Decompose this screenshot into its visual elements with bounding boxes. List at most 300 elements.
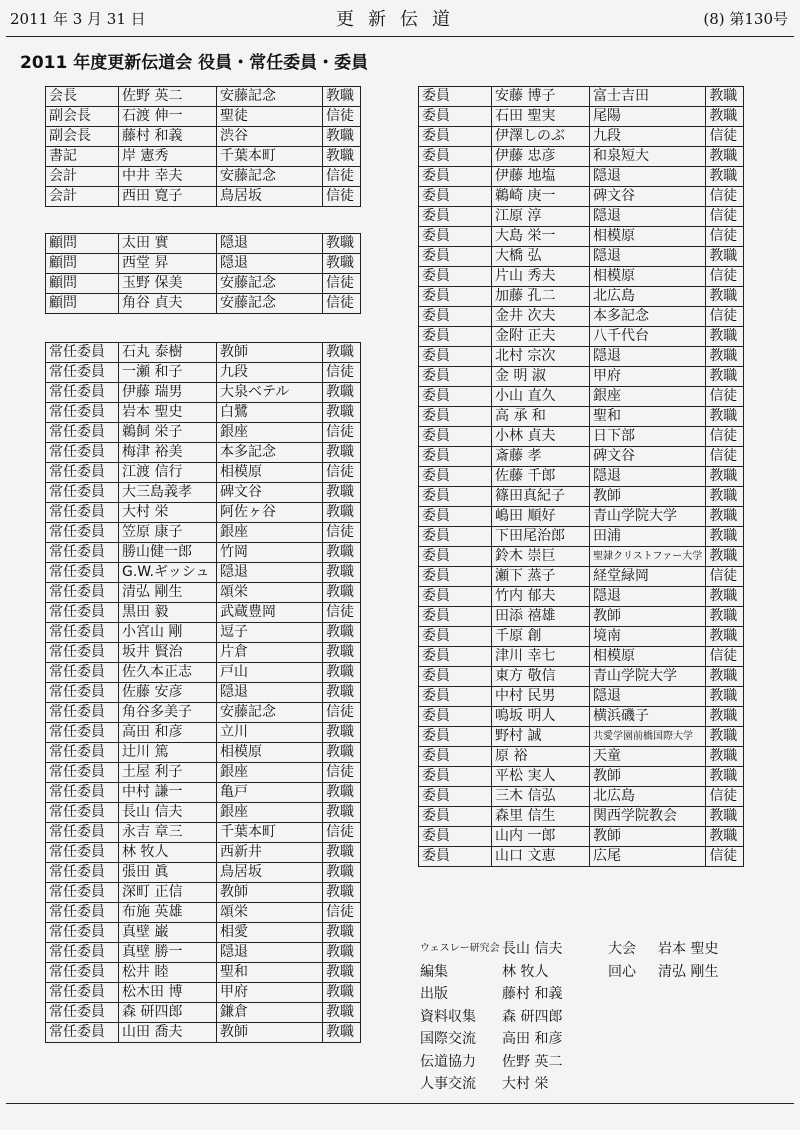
cell-affiliation: 銀座 [590,387,706,407]
cell-type: 教職 [323,843,361,863]
cell-role: 常任委員 [46,643,119,663]
cell-name: 張田 眞 [119,863,217,883]
cell-name: 安藤 博子 [492,87,590,107]
cell-affiliation: 千葉本町 [217,823,323,843]
cell-affiliation: 安藤記念 [217,703,323,723]
cell-role: 常任委員 [46,563,119,583]
cell-name: 北村 宗次 [492,347,590,367]
cell-affiliation: 隠退 [590,347,706,367]
cell-role: 委員 [419,567,492,587]
cell-name: 平松 実人 [492,767,590,787]
cell-affiliation: 教師 [217,1023,323,1043]
cell-name: 下田尾治郎 [492,527,590,547]
cell-type: 教職 [323,783,361,803]
table-row [419,767,744,787]
cell-role: 常任委員 [46,903,119,923]
table-row [419,787,744,807]
cell-type: 教職 [706,587,744,607]
cell-name: 松木田 博 [119,983,217,1003]
cell-name: 大村 栄 [119,503,217,523]
cell-type: 信徒 [706,787,744,807]
cell-name: 佐野 英二 [119,87,217,107]
cell-type: 教職 [706,487,744,507]
cell-role: 常任委員 [46,943,119,963]
table-row [419,287,744,307]
cell-role: 委員 [419,707,492,727]
cell-role: 常任委員 [46,1023,119,1043]
cell-type: 教職 [323,983,361,1003]
cell-name: 大橋 弘 [492,247,590,267]
cell-type: 信徒 [323,363,361,383]
cell-affiliation: 教師 [590,767,706,787]
table-row [419,327,744,347]
cell-affiliation: 教師 [217,343,323,363]
officers-table [45,86,361,207]
cell-name: 笠原 康子 [119,523,217,543]
cell-type: 信徒 [323,167,361,187]
advisors-table [45,233,361,314]
table-row [46,187,361,207]
cell-affiliation: 鎌倉 [217,1003,323,1023]
table-row [419,187,744,207]
cell-type: 信徒 [706,847,744,867]
cell-name: 中井 幸夫 [119,167,217,187]
cell-role: 常任委員 [46,403,119,423]
cell-role: 常任委員 [46,863,119,883]
table-row [46,403,361,423]
cell-name: 片山 秀夫 [492,267,590,287]
cell-affiliation: 九段 [590,127,706,147]
table-row [46,963,361,983]
cell-name: 鵜崎 庚一 [492,187,590,207]
cell-type: 教職 [706,747,744,767]
cell-role: 委員 [419,547,492,567]
cell-role: 常任委員 [46,883,119,903]
cell-name: 鈴木 崇巨 [492,547,590,567]
table-row [46,274,361,294]
cell-type: 信徒 [323,523,361,543]
cell-affiliation: 教師 [590,607,706,627]
table-row [46,167,361,187]
cell-affiliation: 渋谷 [217,127,323,147]
cell-type: 教職 [323,563,361,583]
cell-type: 信徒 [323,903,361,923]
cell-affiliation: 隠退 [590,167,706,187]
cell-affiliation: 隠退 [590,247,706,267]
table-row [419,427,744,447]
cell-type: 教職 [323,583,361,603]
table-row [46,883,361,903]
cell-type: 教職 [323,723,361,743]
table-row [419,807,744,827]
table-row [419,607,744,627]
cell-name: 太田 實 [119,234,217,254]
cell-type: 教職 [323,923,361,943]
cell-affiliation: 銀座 [217,523,323,543]
table-row [46,383,361,403]
table-row [419,747,744,767]
cell-role: 委員 [419,367,492,387]
cell-name: 長山 信夫 [119,803,217,823]
table-row [46,423,361,443]
cell-name: 西田 寛子 [119,187,217,207]
cell-role: 委員 [419,467,492,487]
cell-name: 三木 信弘 [492,787,590,807]
cell-role: 副会長 [46,107,119,127]
cell-type: 教職 [706,667,744,687]
cell-type: 教職 [323,483,361,503]
cell-affiliation: 横浜磯子 [590,707,706,727]
table-row [419,547,744,567]
cell-type: 教職 [323,87,361,107]
table-row [46,583,361,603]
cell-name: 石田 聖実 [492,107,590,127]
table-row [419,207,744,227]
cell-affiliation: 北広島 [590,287,706,307]
table-row [419,567,744,587]
cell-role: 常任委員 [46,603,119,623]
cell-type: 教職 [706,327,744,347]
cell-affiliation: 安藤記念 [217,87,323,107]
table-row [46,943,361,963]
cell-name: 一瀬 和子 [119,363,217,383]
cell-role: 常任委員 [46,423,119,443]
cell-type: 信徒 [706,567,744,587]
cell-name: 石渡 伸一 [119,107,217,127]
cell-name: 黒田 毅 [119,603,217,623]
cell-affiliation: 立川 [217,723,323,743]
cell-affiliation: 尾陽 [590,107,706,127]
cell-role: 委員 [419,647,492,667]
cell-role: 常任委員 [46,363,119,383]
issue-date: 2011 年 3 月 31 日 [10,10,146,28]
cell-name: 永吉 章三 [119,823,217,843]
cell-role: 書記 [46,147,119,167]
cell-name: 土屋 利子 [119,763,217,783]
assignment-name: 森 研四郎 [502,1008,563,1025]
cell-role: 常任委員 [46,703,119,723]
table-row [46,823,361,843]
cell-type: 信徒 [323,463,361,483]
cell-type: 教職 [706,467,744,487]
table-row [46,1003,361,1023]
cell-type: 信徒 [323,274,361,294]
cell-role: 委員 [419,87,492,107]
cell-role: 委員 [419,507,492,527]
cell-role: 常任委員 [46,483,119,503]
cell-affiliation: 隠退 [590,687,706,707]
cell-affiliation: 聖隷クリストファー大学 [590,547,706,567]
cell-role: 常任委員 [46,783,119,803]
cell-role: 委員 [419,807,492,827]
assignment-name: 大村 栄 [502,1076,549,1092]
cell-type: 教職 [323,127,361,147]
cell-type: 教職 [706,687,744,707]
cell-type: 教職 [706,807,744,827]
cell-affiliation: 安藤記念 [217,274,323,294]
assignment-name: 佐野 英二 [502,1053,563,1070]
cell-type: 教職 [323,683,361,703]
cell-role: 常任委員 [46,923,119,943]
table-row [46,107,361,127]
table-row [419,827,744,847]
table-row [419,727,744,747]
table-row [46,1023,361,1043]
cell-role: 委員 [419,327,492,347]
cell-type: 教職 [706,247,744,267]
cell-type: 信徒 [323,603,361,623]
table-row [46,147,361,167]
cell-name: 梅津 裕美 [119,443,217,463]
table-row [419,667,744,687]
cell-name: 辻川 篤 [119,743,217,763]
cell-name: 松井 睦 [119,963,217,983]
table-row [419,167,744,187]
assignment-role: 編集 [420,963,448,980]
cell-type: 教職 [706,767,744,787]
cell-role: 常任委員 [46,503,119,523]
cell-type: 教職 [323,863,361,883]
table-row [419,627,744,647]
cell-type: 教職 [323,343,361,363]
assignment-name: 清弘 剛生 [658,963,719,980]
table-row [46,543,361,563]
cell-role: 委員 [419,527,492,547]
cell-affiliation: 青山学院大学 [590,507,706,527]
assignment-role: 人事交流 [420,1076,476,1092]
table-row [46,294,361,314]
cell-role: 常任委員 [46,763,119,783]
cell-type: 信徒 [706,187,744,207]
cell-name: 山田 喬夫 [119,1023,217,1043]
cell-role: 委員 [419,607,492,627]
cell-role: 常任委員 [46,523,119,543]
table-row [46,843,361,863]
table-row [419,587,744,607]
assignment-role: 国際交流 [420,1031,476,1047]
cell-role: 委員 [419,487,492,507]
cell-role: 常任委員 [46,963,119,983]
cell-name: 野村 誠 [492,727,590,747]
cell-name: 原 裕 [492,747,590,767]
table-row [419,687,744,707]
cell-role: 委員 [419,727,492,747]
bottom-rule [6,1103,794,1104]
cell-type: 信徒 [706,387,744,407]
table-row [46,983,361,1003]
cell-affiliation: 安藤記念 [217,167,323,187]
cell-role: 常任委員 [46,583,119,603]
table-row [419,227,744,247]
cell-type: 信徒 [706,207,744,227]
standing-committee-table [45,342,361,1043]
cell-role: 顧問 [46,294,119,314]
cell-name: 玉野 保美 [119,274,217,294]
cell-affiliation: 銀座 [217,763,323,783]
cell-affiliation: 亀戸 [217,783,323,803]
cell-affiliation: 碑文谷 [590,447,706,467]
cell-affiliation: 相模原 [590,267,706,287]
cell-name: 津川 幸七 [492,647,590,667]
newsletter-title: 更新伝道 [336,9,464,30]
cell-name: 小宮山 剛 [119,623,217,643]
table-row [46,643,361,663]
assignment-role: ウェスレー研究会 [420,943,500,954]
table-row [419,527,744,547]
cell-name: 清弘 剛生 [119,583,217,603]
cell-type: 教職 [323,743,361,763]
cell-type: 教職 [706,167,744,187]
cell-affiliation: 北広島 [590,787,706,807]
cell-type: 信徒 [706,447,744,467]
assignment-name: 藤村 和義 [502,986,563,1002]
cell-role: 常任委員 [46,823,119,843]
cell-name: 森里 信生 [492,807,590,827]
cell-name: 金附 正夫 [492,327,590,347]
cell-type: 教職 [706,347,744,367]
cell-role: 委員 [419,187,492,207]
cell-affiliation: 九段 [217,363,323,383]
table-row [419,647,744,667]
cell-role: 委員 [419,407,492,427]
cell-type: 教職 [323,503,361,523]
table-row [419,247,744,267]
table-row [46,503,361,523]
cell-type: 信徒 [706,307,744,327]
cell-affiliation: 碑文谷 [590,187,706,207]
table-row [46,743,361,763]
cell-type: 信徒 [323,703,361,723]
cell-affiliation: 相模原 [590,647,706,667]
cell-role: 顧問 [46,254,119,274]
cell-role: 委員 [419,627,492,647]
cell-role: 常任委員 [46,983,119,1003]
table-row [46,523,361,543]
cell-affiliation: 銀座 [217,423,323,443]
cell-name: 嶋田 順好 [492,507,590,527]
table-row [419,487,744,507]
cell-name: 小林 貞夫 [492,427,590,447]
cell-affiliation: 聖徒 [217,107,323,127]
cell-affiliation: 聖和 [217,963,323,983]
cell-role: 常任委員 [46,723,119,743]
table-row [419,467,744,487]
cell-affiliation: 関西学院教会 [590,807,706,827]
cell-name: 小山 直久 [492,387,590,407]
assignment-role: 出版 [420,986,448,1002]
assignment-name: 高田 和彦 [502,1031,563,1047]
cell-affiliation: 逗子 [217,623,323,643]
cell-type: 教職 [323,883,361,903]
cell-affiliation: 境南 [590,627,706,647]
table-row [46,863,361,883]
cell-name: 佐久本正志 [119,663,217,683]
table-row [419,847,744,867]
cell-name: 千原 創 [492,627,590,647]
cell-role: 常任委員 [46,383,119,403]
table-row [46,803,361,823]
cell-affiliation: 武蔵豊岡 [217,603,323,623]
cell-affiliation: 頌栄 [217,583,323,603]
cell-type: 教職 [706,827,744,847]
committee-members-table [418,86,744,867]
cell-name: 坂井 賢治 [119,643,217,663]
table-row [419,127,744,147]
cell-type: 教職 [706,107,744,127]
table-row [46,87,361,107]
cell-name: 金 明 淑 [492,367,590,387]
cell-affiliation: 千葉本町 [217,147,323,167]
cell-affiliation: 相模原 [590,227,706,247]
cell-affiliation: 碑文谷 [217,483,323,503]
cell-name: 江原 淳 [492,207,590,227]
cell-type: 教職 [706,287,744,307]
cell-role: 副会長 [46,127,119,147]
cell-name: 角谷 貞夫 [119,294,217,314]
table-row [46,683,361,703]
cell-affiliation: 甲府 [217,983,323,1003]
table-row [46,783,361,803]
table-row [419,147,744,167]
cell-name: 深町 正信 [119,883,217,903]
cell-name: 鵜飼 栄子 [119,423,217,443]
cell-affiliation: 広尾 [590,847,706,867]
cell-name: 篠田真紀子 [492,487,590,507]
cell-affiliation: 八千代台 [590,327,706,347]
cell-name: 鳴坂 明人 [492,707,590,727]
table-row [46,623,361,643]
cell-role: 常任委員 [46,543,119,563]
cell-name: 石丸 泰樹 [119,343,217,363]
table-row [46,363,361,383]
cell-role: 委員 [419,167,492,187]
cell-type: 教職 [706,627,744,647]
cell-type: 信徒 [323,763,361,783]
cell-role: 委員 [419,147,492,167]
cell-affiliation: 阿佐ヶ谷 [217,503,323,523]
cell-affiliation: 教師 [217,883,323,903]
cell-role: 委員 [419,827,492,847]
table-row [46,723,361,743]
assignment-row [420,1051,780,1074]
cell-type: 信徒 [323,294,361,314]
cell-affiliation: 隠退 [590,207,706,227]
cell-affiliation: 安藤記念 [217,294,323,314]
assignment-row [420,1073,780,1096]
assignment-role: 伝道協力 [420,1053,476,1070]
cell-name: 佐藤 千郎 [492,467,590,487]
cell-role: 委員 [419,127,492,147]
cell-affiliation: 鳥居坂 [217,863,323,883]
cell-name: 江渡 信行 [119,463,217,483]
table-row [46,483,361,503]
cell-role: 常任委員 [46,743,119,763]
cell-affiliation: 教師 [590,827,706,847]
cell-role: 常任委員 [46,343,119,363]
cell-affiliation: 戸山 [217,663,323,683]
cell-role: 委員 [419,667,492,687]
cell-affiliation: 甲府 [590,367,706,387]
table-row [46,703,361,723]
cell-type: 教職 [323,383,361,403]
table-row [46,563,361,583]
table-row [419,507,744,527]
assignment-name: 長山 信夫 [502,941,563,957]
cell-role: 委員 [419,427,492,447]
cell-name: 伊藤 地塩 [492,167,590,187]
cell-role: 委員 [419,787,492,807]
cell-type: 教職 [706,727,744,747]
